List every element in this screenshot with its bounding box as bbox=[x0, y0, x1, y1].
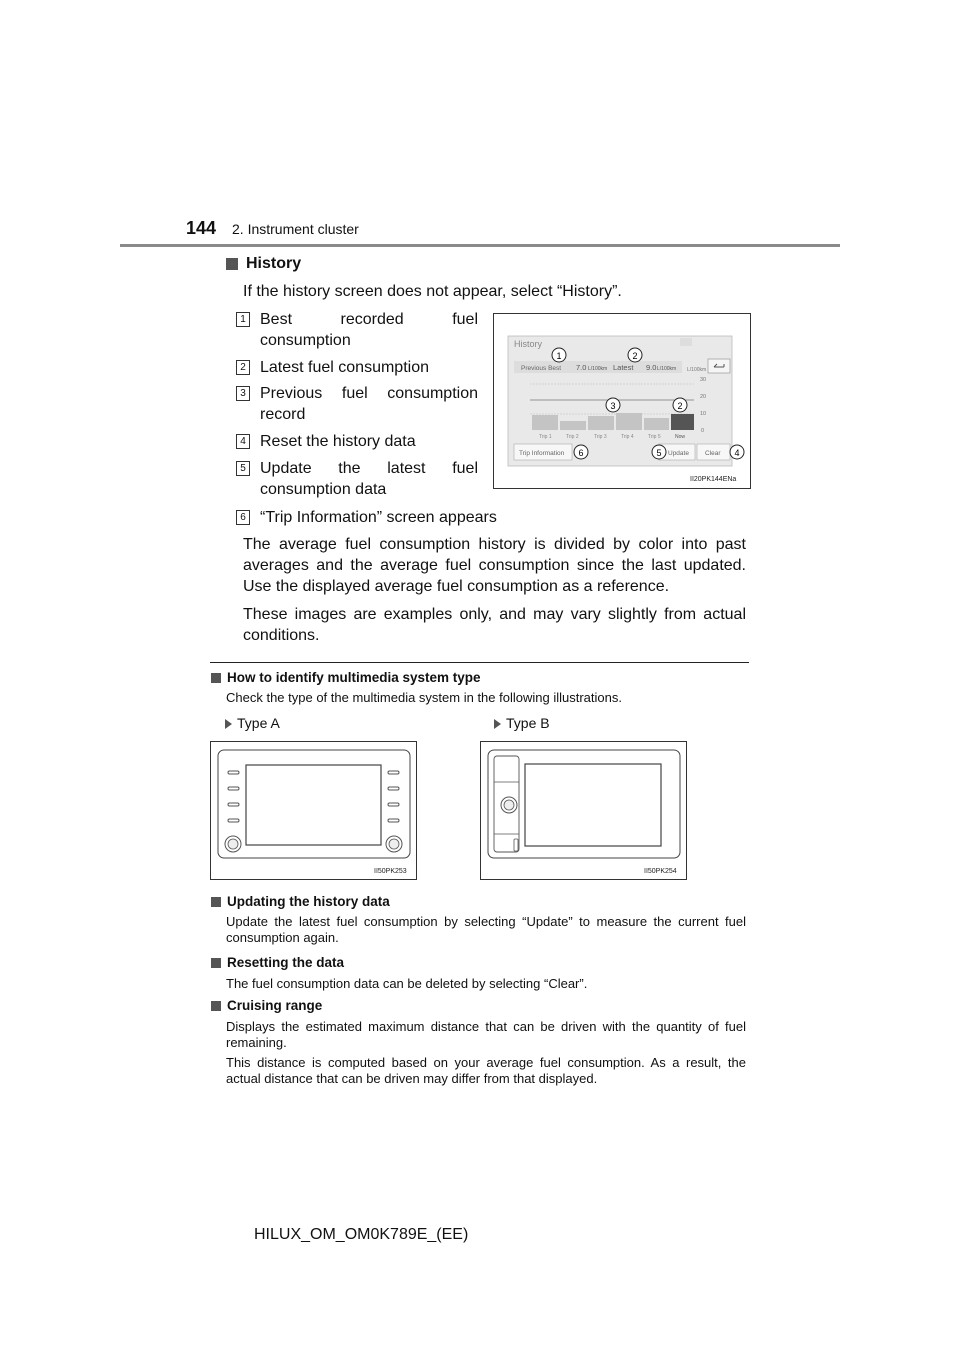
type-a-text: Type A bbox=[237, 715, 280, 731]
callout-number: 5 bbox=[236, 461, 250, 476]
triangle-bullet-icon bbox=[225, 719, 232, 729]
list-item-text: Best recorded fuel consumption bbox=[260, 311, 478, 349]
callout-1 bbox=[552, 348, 566, 362]
cruising-heading-text: Cruising range bbox=[227, 998, 323, 1013]
list-item bbox=[236, 458, 478, 500]
section-title: 2. Instrument cluster bbox=[232, 221, 359, 237]
figure-code: II50PK254 bbox=[644, 868, 677, 875]
type-b-label bbox=[494, 715, 550, 731]
svg-text:6: 6 bbox=[578, 448, 584, 458]
document-code: HILUX_OM_OM0K789E_(EE) bbox=[254, 1226, 469, 1243]
resetting-heading bbox=[211, 955, 344, 970]
square-bullet-icon bbox=[211, 673, 221, 683]
type-a-illustration bbox=[211, 742, 416, 879]
type-b-illustration bbox=[481, 742, 686, 879]
trip-label: Trip 2 bbox=[566, 434, 579, 440]
square-bullet-icon bbox=[211, 897, 221, 907]
callout-3 bbox=[606, 398, 620, 412]
previous-best-label: Previous Best bbox=[521, 365, 562, 372]
cruising-text-1: Displays the estimated maximum distance that can be driven with the quantity of fuel remaining. bbox=[226, 1019, 746, 1050]
page-number: 144 bbox=[186, 218, 217, 238]
history-bar bbox=[616, 413, 642, 430]
type-b-text: Type B bbox=[506, 715, 550, 731]
list-item bbox=[236, 507, 656, 528]
callout-6 bbox=[574, 445, 588, 459]
back-button[interactable] bbox=[708, 359, 730, 373]
latest-label: Latest bbox=[613, 363, 634, 372]
header-divider bbox=[120, 244, 840, 247]
callout-number: 4 bbox=[236, 434, 250, 449]
list-item-text: Reset the history data bbox=[260, 433, 416, 450]
list-item-text: Previous fuel consumption record bbox=[260, 385, 478, 423]
type-a-label bbox=[225, 715, 280, 731]
identify-heading bbox=[211, 670, 481, 685]
type-a-figure bbox=[210, 741, 417, 880]
knob-icon bbox=[501, 797, 517, 813]
callout-2 bbox=[628, 348, 642, 362]
y-tick-label: 0 bbox=[701, 428, 705, 434]
previous-best-value: 7.0 bbox=[576, 363, 587, 372]
svg-text:5: 5 bbox=[656, 448, 662, 458]
figure-code: II50PK253 bbox=[374, 868, 407, 875]
history-heading bbox=[226, 255, 301, 273]
trip-label-now: Now bbox=[675, 434, 686, 440]
previous-best-unit: L/100km bbox=[588, 366, 608, 372]
triangle-bullet-icon bbox=[494, 719, 501, 729]
svg-text:3: 3 bbox=[610, 401, 616, 411]
history-bar bbox=[588, 416, 614, 430]
identify-text: Check the type of the multimedia system in the following illustrations. bbox=[226, 690, 622, 705]
list-item-text: Update the latest fuel consumption data bbox=[260, 460, 478, 498]
history-bar bbox=[532, 415, 558, 430]
list-item-text: Latest fuel consumption bbox=[260, 359, 429, 376]
history-heading-text: History bbox=[246, 255, 302, 272]
callout-number: 2 bbox=[236, 360, 250, 375]
history-bar-now bbox=[671, 414, 694, 430]
clear-label: Clear bbox=[705, 450, 721, 457]
identify-heading-text: How to identify multimedia system type bbox=[227, 670, 481, 685]
list-item bbox=[236, 309, 478, 351]
square-bullet-icon bbox=[226, 258, 238, 270]
list-item bbox=[236, 383, 478, 425]
updating-heading bbox=[211, 894, 390, 909]
callout-number: 3 bbox=[236, 386, 250, 401]
knob-icon bbox=[386, 836, 402, 852]
callout-4 bbox=[730, 445, 744, 459]
trip-label: Trip 1 bbox=[539, 434, 552, 440]
latest-value: 9.0 bbox=[646, 363, 657, 372]
y-tick-label: 30 bbox=[700, 377, 707, 383]
svg-text:2: 2 bbox=[677, 401, 683, 411]
history-bar bbox=[560, 421, 586, 430]
history-note: These images are examples only, and may vary slightly from actual conditions. bbox=[243, 606, 746, 644]
square-bullet-icon bbox=[211, 1001, 221, 1011]
svg-text:2: 2 bbox=[632, 351, 638, 361]
square-bullet-icon bbox=[211, 958, 221, 968]
trip-information-label: Trip Information bbox=[519, 450, 565, 457]
resetting-heading-text: Resetting the data bbox=[227, 955, 345, 970]
history-intro: If the history screen does not appear, select “History”. bbox=[243, 283, 622, 300]
knob-icon bbox=[225, 836, 241, 852]
resetting-text: The fuel consumption data can be deleted by selecting “Clear”. bbox=[226, 976, 588, 991]
callout-number: 1 bbox=[236, 312, 250, 327]
trip-label: Trip 4 bbox=[621, 434, 634, 440]
y-tick-label: 20 bbox=[700, 394, 707, 400]
updating-text: Update the latest fuel consumption by selecting “Update” to measure the current fuel consumption again. bbox=[226, 914, 746, 945]
trip-label: Trip 3 bbox=[594, 434, 607, 440]
y-tick-label: 10 bbox=[700, 411, 707, 417]
updating-heading-text: Updating the history data bbox=[227, 894, 390, 909]
update-label: Update bbox=[668, 450, 689, 457]
svg-text:1: 1 bbox=[556, 351, 562, 361]
history-screen-figure bbox=[493, 313, 751, 489]
history-screen-illustration bbox=[494, 314, 750, 488]
screen-title: History bbox=[514, 339, 543, 349]
history-bar bbox=[644, 418, 669, 430]
callout-5 bbox=[652, 445, 666, 459]
trip-label: Trip 5 bbox=[648, 434, 661, 440]
history-paragraph: The average fuel consumption history is divided by color into past averages and the average fuel consumption since the last updated. Use the displayed average fuel consumption as a reference. bbox=[243, 536, 746, 595]
callout-2b bbox=[673, 398, 687, 412]
list-item bbox=[236, 431, 478, 452]
cruising-text-2: This distance is computed based on your average fuel consumption. As a result, the actual distance that can be driven may differ from that displayed. bbox=[226, 1055, 746, 1086]
callout-number: 6 bbox=[236, 510, 250, 525]
axis-unit: L/100km bbox=[687, 367, 707, 373]
svg-text:4: 4 bbox=[734, 448, 740, 458]
list-item bbox=[236, 357, 478, 378]
cruising-heading bbox=[211, 998, 322, 1013]
type-b-figure bbox=[480, 741, 687, 880]
latest-unit: L/100km bbox=[657, 366, 677, 372]
figure-code: II20PK144ENa bbox=[690, 476, 737, 483]
list-item-text: “Trip Information” screen appears bbox=[260, 509, 497, 526]
section-divider bbox=[210, 662, 749, 663]
